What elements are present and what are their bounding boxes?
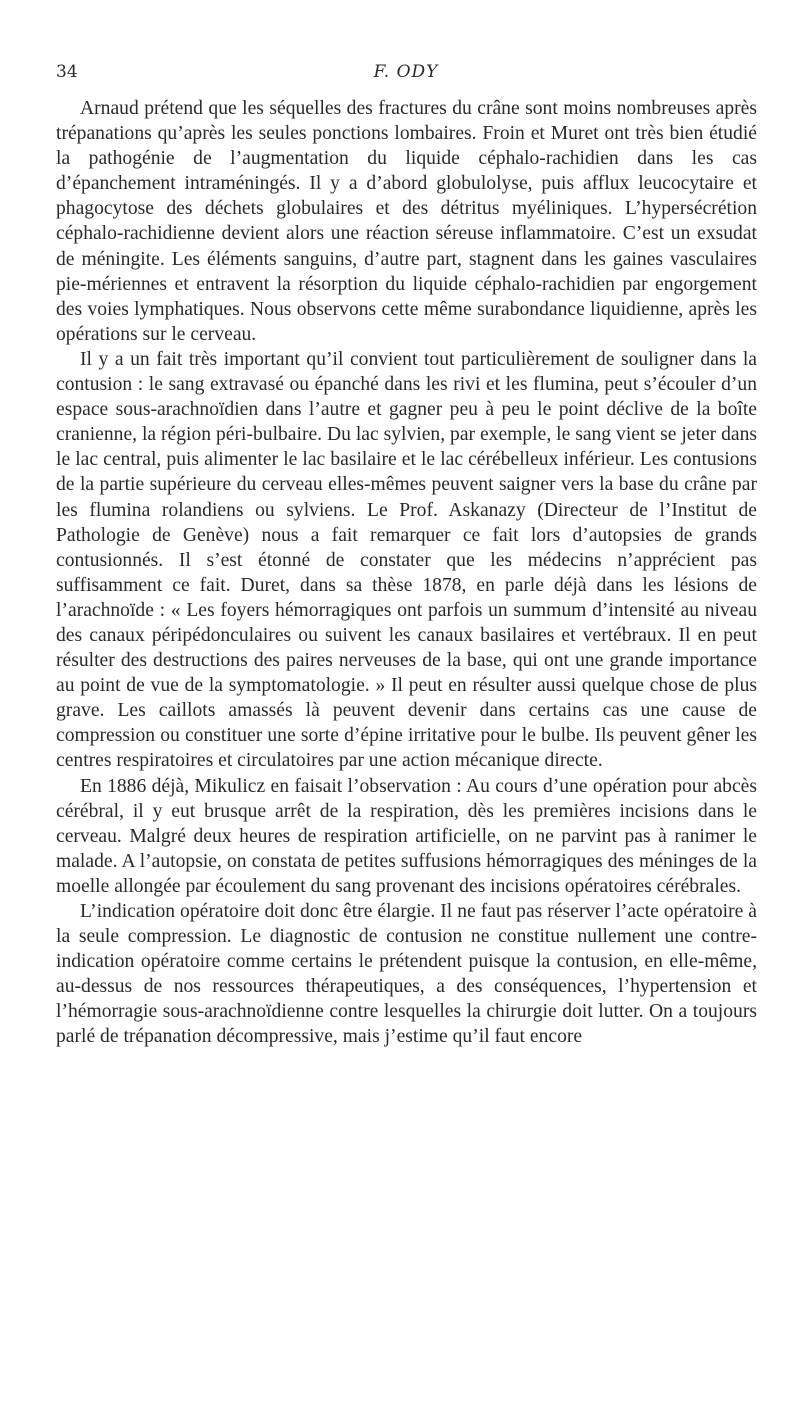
running-head: F. ODY <box>373 62 439 82</box>
page-header <box>56 62 756 84</box>
body-text <box>56 96 757 1050</box>
paragraph-3: En 1886 déjà, Mikulicz en faisait l’observation : Au cours d’une opération pour abcès cérébral, il y eut brusque arrêt de la respiration, dès les premières incisions dans le cerveau. Malgré deux heures de respiration artificielle, on ne parvint pas à ranimer le malade. A l’autopsie, on constata de petites suffusions hémorragiques des méninges de la moelle allongée par écoulement du sang provenant des incisions opératoires cérébrales. <box>56 775 757 897</box>
paragraph-1: Arnaud prétend que les séquelles des fractures du crâne sont moins nombreuses après trépanations qu’après les seules ponctions lombaires. Froin et Muret ont très bien étudié la pathogénie de l’augmentation du liquide céphalo-rachidien dans les cas d’épanchement intraméningés. Il y a d’abord globulolyse, puis afflux leucocytaire et phagocytose des déchets globulaires et des détritus myéliniques. L’hypersécrétion céphalo-rachidienne devient alors une réaction séreuse inflammatoire. C’est un exsudat de méningite. Les éléments sanguins, d’autre part, stagnent dans les gaines vasculaires pie-mériennes et entravent la résorption du liquide céphalo-rachidien par engorgement des voies lymphatiques. Nous observons cette même surabondance liquidienne, après les opérations sur le cerveau. <box>56 98 757 345</box>
page-number: 34 <box>56 62 78 82</box>
paragraph-4: L’indication opératoire doit donc être élargie. Il ne faut pas réserver l’acte opératoire à la seule compression. Le diagnostic de contusion ne constitue nullement une contre-indication opératoire comme certains le prétendent puisque la contusion, en elle-même, au-dessus de nos ressources thérapeutiques, a des conséquences, l’hypertension et l’hémorragie sous-arachnoïdienne contre lesquelles la chirurgie doit lutter. On a toujours parlé de trépanation décompressive, mais j’estime qu’il faut encore <box>56 901 757 1048</box>
paragraph-2: Il y a un fait très important qu’il convient tout particulièrement de souligner dans la contusion : le sang extravasé ou épanché dans les rivi et les flumina, peut s’écouler d’un espace sous-arachnoïdien dans l’autre et gagner peu à peu le point déclive de la boîte cranienne, la région péri-bulbaire. Du lac sylvien, par exemple, le sang vient se jeter dans le lac central, puis alimenter le lac basilaire et le lac cérébelleux inférieur. Les contusions de la partie supérieure du cerveau elles-mêmes peuvent saigner vers la base du crâne par les flumina rolandiens ou sylviens. Le Prof. Askanazy (Directeur de l’Institut de Pathologie de Genève) nous a fait remarquer ce fait lors d’autopsies de grands contusionnés. Il s’est étonné de constater que les médecins n’apprécient pas suffisamment ce fait. Duret, dans sa thèse 1878, en parle déjà dans les lésions de l’arachnoïde : « Les foyers hémorragiques ont parfois un summum d’intensité au niveau des canaux péripédonculaires ou suivent les canaux basilaires et vertébraux. Il en peut résulter des destructions des paires nerveuses de la base, qui ont une grande importance au point de vue de la symptomatologie. » Il peut en résulter aussi quelque chose de plus grave. Les caillots amassés là peuvent devenir dans certains cas une cause de compression ou constituer une sorte d’épine irritative pour le bulbe. Ils peuvent gêner les centres respiratoires et circulatoires par une action mécanique directe. <box>56 348 757 772</box>
